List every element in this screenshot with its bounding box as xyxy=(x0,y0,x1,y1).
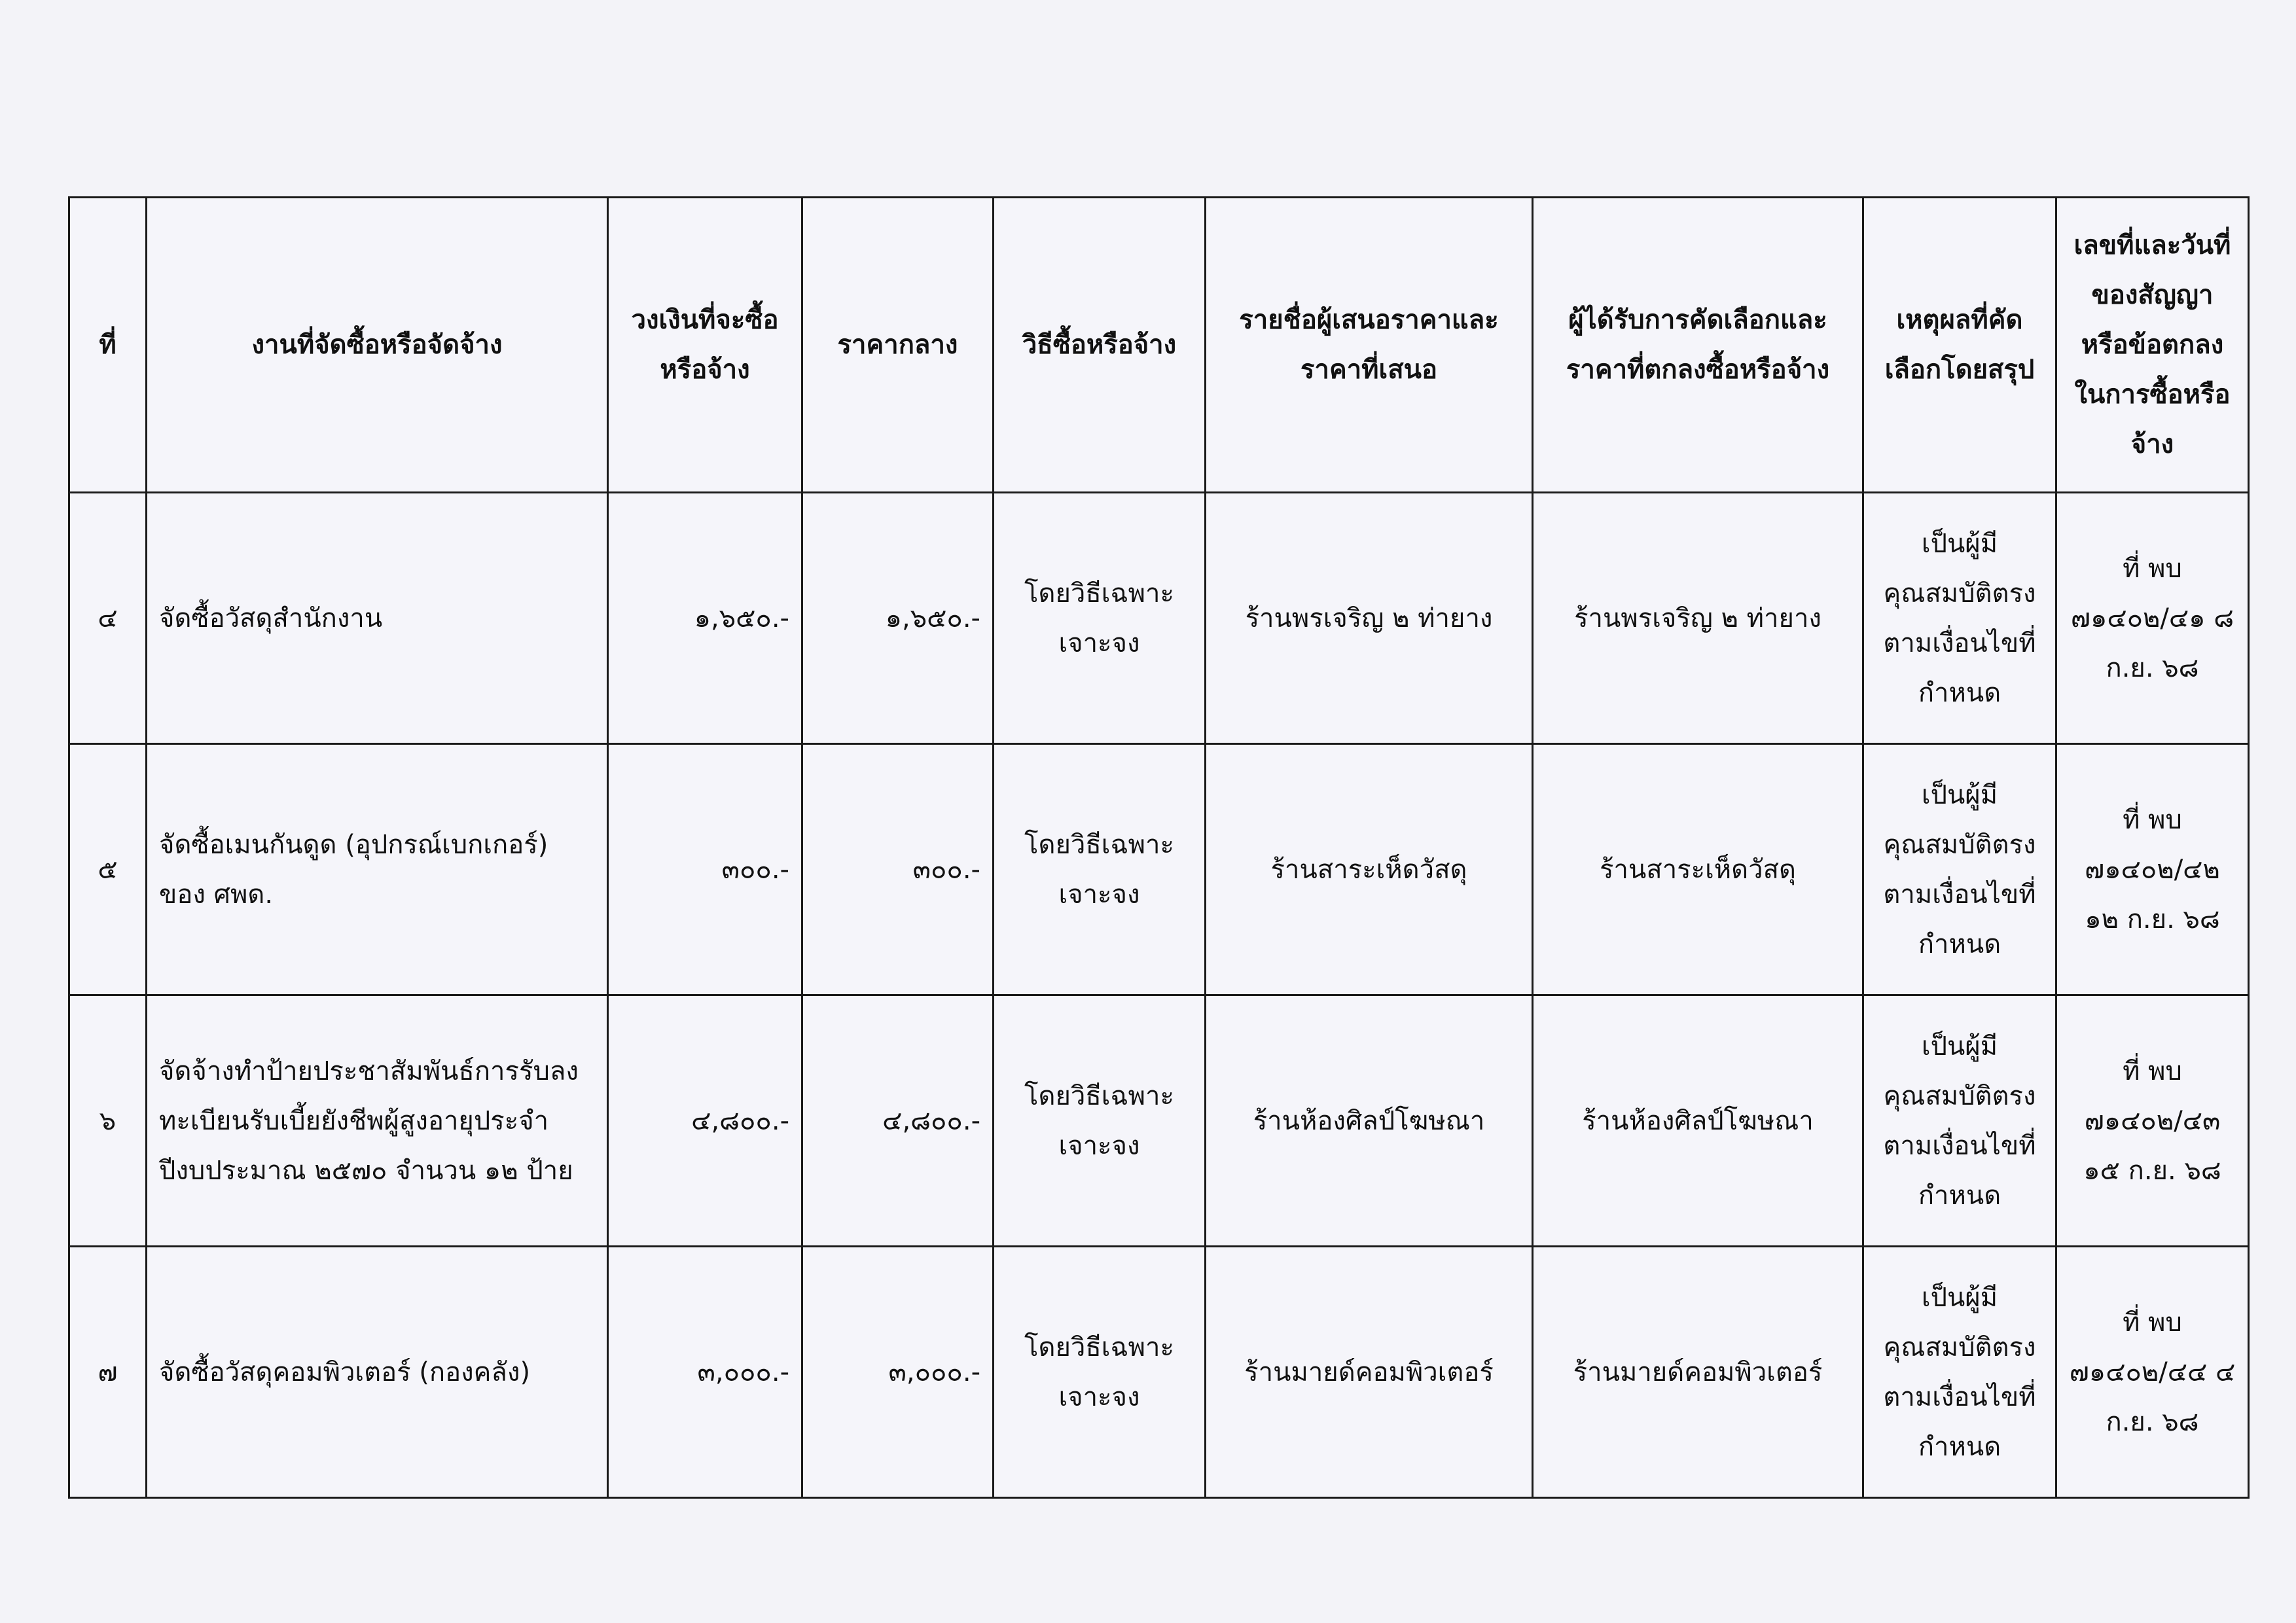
header-no: ที่ xyxy=(69,198,147,493)
row-method: โดยวิธีเฉพาะเจาะจง xyxy=(994,744,1206,995)
header-budget: วงเงินที่จะซื้อหรือจ้าง xyxy=(608,198,802,493)
row-task: จัดซื้อวัสดุคอมพิวเตอร์ (กองคลัง) xyxy=(147,1247,608,1498)
row-median-price: ๓,๐๐๐.- xyxy=(802,1247,994,1498)
row-no: ๖ xyxy=(69,995,147,1247)
row-method: โดยวิธีเฉพาะเจาะจง xyxy=(994,995,1206,1247)
row-winner: ร้านมายด์คอมพิวเตอร์ xyxy=(1533,1247,1863,1498)
row-bidders: ร้านพรเจริญ ๒ ท่ายาง xyxy=(1206,493,1533,744)
row-median-price: ๑,๖๕๐.- xyxy=(802,493,994,744)
row-bidders: ร้านสาระเห็ดวัสดุ xyxy=(1206,744,1533,995)
row-contract: ที่ พบ ๗๑๔๐๒/๔๑ ๘ ก.ย. ๖๘ xyxy=(2056,493,2249,744)
row-budget: ๔,๘๐๐.- xyxy=(608,995,802,1247)
header-median-price: ราคากลาง xyxy=(802,198,994,493)
row-task: จัดซื้อวัสดุสำนักงาน xyxy=(147,493,608,744)
row-reason: เป็นผู้มีคุณสมบัติตรงตามเงื่อนไขที่กำหนด xyxy=(1863,493,2056,744)
procurement-table xyxy=(68,196,2250,1499)
row-budget: ๓,๐๐๐.- xyxy=(608,1247,802,1498)
row-contract: ที่ พบ ๗๑๔๐๒/๔๓ ๑๕ ก.ย. ๖๘ xyxy=(2056,995,2249,1247)
row-winner: ร้านสาระเห็ดวัสดุ xyxy=(1533,744,1863,995)
header-task: งานที่จัดซื้อหรือจัดจ้าง xyxy=(147,198,608,493)
row-method: โดยวิธีเฉพาะเจาะจง xyxy=(994,1247,1206,1498)
row-task: จัดจ้างทำป้ายประชาสัมพันธ์การรับลงทะเบียนรับเบี้ยยังชีพผู้สูงอายุประจำปีงบประมาณ ๒๕๗๐ จำนวน ๑๒ ป้าย xyxy=(147,995,608,1247)
header-reason: เหตุผลที่คัดเลือกโดยสรุป xyxy=(1863,198,2056,493)
header-contract: เลขที่และวันที่ของสัญญาหรือข้อตกลงในการซื้อหรือจ้าง xyxy=(2056,198,2249,493)
row-winner: ร้านพรเจริญ ๒ ท่ายาง xyxy=(1533,493,1863,744)
row-bidders: ร้านห้องศิลป์โฆษณา xyxy=(1206,995,1533,1247)
row-reason: เป็นผู้มีคุณสมบัติตรงตามเงื่อนไขที่กำหนด xyxy=(1863,1247,2056,1498)
row-contract: ที่ พบ ๗๑๔๐๒/๔๒ ๑๒ ก.ย. ๖๘ xyxy=(2056,744,2249,995)
table-row xyxy=(69,493,2249,744)
row-method: โดยวิธีเฉพาะเจาะจง xyxy=(994,493,1206,744)
row-budget: ๓๐๐.- xyxy=(608,744,802,995)
row-no: ๔ xyxy=(69,493,147,744)
table-row xyxy=(69,1247,2249,1498)
row-bidders: ร้านมายด์คอมพิวเตอร์ xyxy=(1206,1247,1533,1498)
table-row xyxy=(69,995,2249,1247)
row-no: ๗ xyxy=(69,1247,147,1498)
row-reason: เป็นผู้มีคุณสมบัติตรงตามเงื่อนไขที่กำหนด xyxy=(1863,744,2056,995)
row-contract: ที่ พบ ๗๑๔๐๒/๔๔ ๔ ก.ย. ๖๘ xyxy=(2056,1247,2249,1498)
header-winner: ผู้ได้รับการคัดเลือกและราคาที่ตกลงซื้อหรือจ้าง xyxy=(1533,198,1863,493)
row-winner: ร้านห้องศิลป์โฆษณา xyxy=(1533,995,1863,1247)
row-budget: ๑,๖๕๐.- xyxy=(608,493,802,744)
table-row xyxy=(69,744,2249,995)
row-median-price: ๔,๘๐๐.- xyxy=(802,995,994,1247)
row-task: จัดซื้อเมนกันดูด (อุปกรณ์เบกเกอร์) ของ ศพด. xyxy=(147,744,608,995)
table-header-row xyxy=(69,198,2249,493)
header-bidders: รายชื่อผู้เสนอราคาและราคาที่เสนอ xyxy=(1206,198,1533,493)
header-method: วิธีซื้อหรือจ้าง xyxy=(994,198,1206,493)
row-no: ๕ xyxy=(69,744,147,995)
row-median-price: ๓๐๐.- xyxy=(802,744,994,995)
row-reason: เป็นผู้มีคุณสมบัติตรงตามเงื่อนไขที่กำหนด xyxy=(1863,995,2056,1247)
